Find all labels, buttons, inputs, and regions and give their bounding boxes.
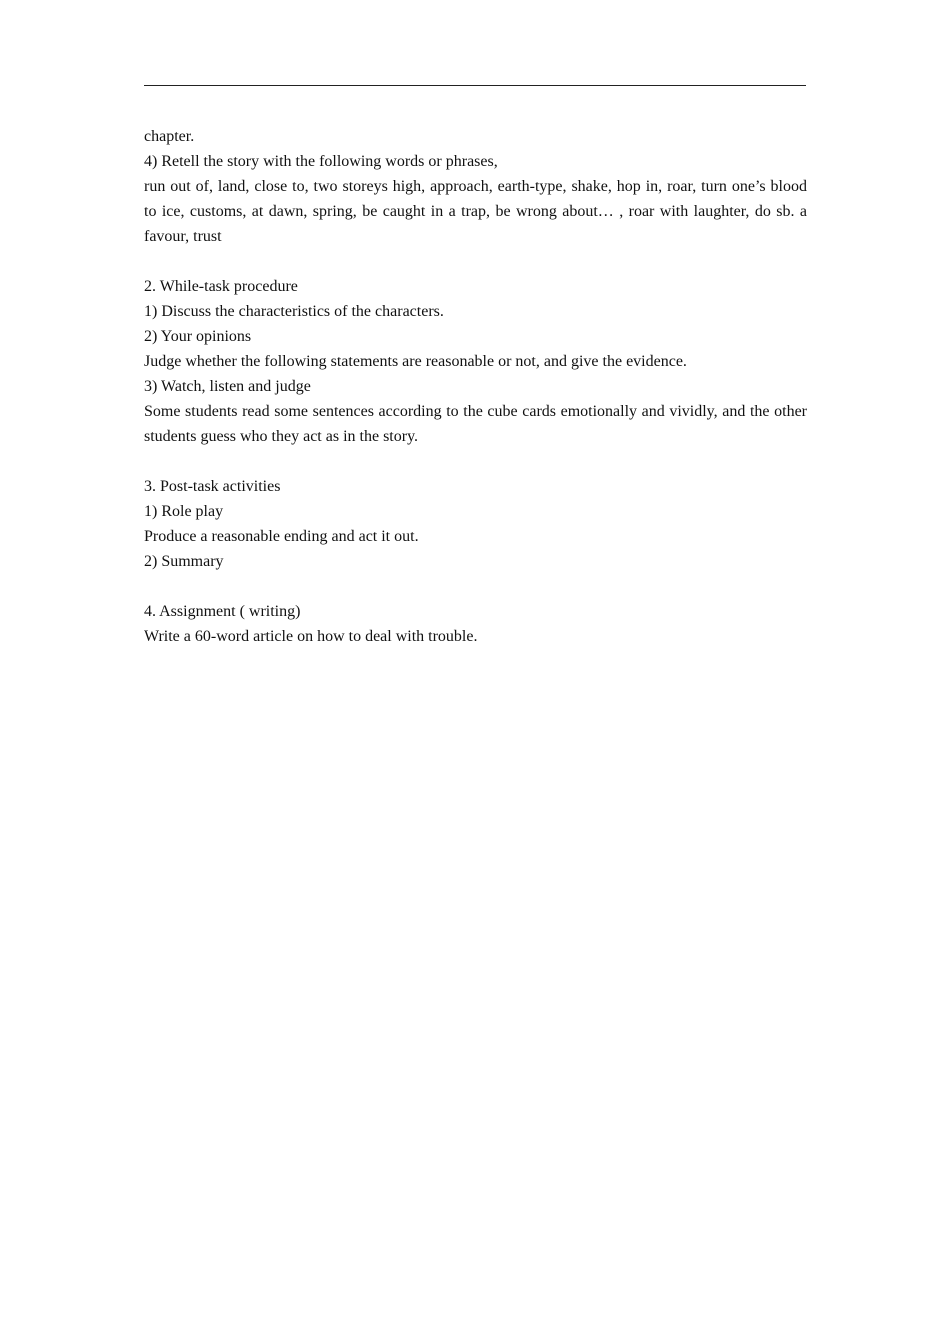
document-body <box>144 124 807 649</box>
post-task-item-2: 2) Summary <box>144 553 224 570</box>
while-task-item-2: 2) Your opinions <box>144 328 252 345</box>
post-task-item-1-text: Produce a reasonable ending and act it out. <box>144 528 419 545</box>
post-task-item-1: 1) Role play <box>144 503 224 520</box>
while-task-item-2-text: Judge whether the following statements are reasonable or not, and give the evidence. <box>144 353 687 370</box>
retell-instruction: 4) Retell the story with the following words or phrases, <box>144 153 498 170</box>
post-task-heading: 3. Post-task activities <box>144 478 281 495</box>
spacer <box>144 449 807 474</box>
text-line-chapter: chapter. <box>144 128 195 145</box>
while-task-item-3-text: Some students read some sentences according to the cube cards emotionally and vividly, and the other students guess who they act as in the story. <box>144 403 807 445</box>
while-task-item-1: 1) Discuss the characteristics of the characters. <box>144 303 444 320</box>
while-task-heading: 2. While-task procedure <box>144 278 298 295</box>
header-rule <box>144 85 806 86</box>
phrases-paragraph: run out of, land, close to, two storeys high, approach, earth-type, shake, hop in, roar, turn one’s blood to ice, customs, at dawn, spring, be caught in a trap, be wrong about… , roar with laughter, do sb. a favour, trust <box>144 178 807 245</box>
assignment-text: Write a 60-word article on how to deal with trouble. <box>144 628 478 645</box>
spacer <box>144 249 807 274</box>
while-task-item-3: 3) Watch, listen and judge <box>144 378 311 395</box>
assignment-heading: 4. Assignment ( writing) <box>144 603 301 620</box>
spacer <box>144 574 807 599</box>
